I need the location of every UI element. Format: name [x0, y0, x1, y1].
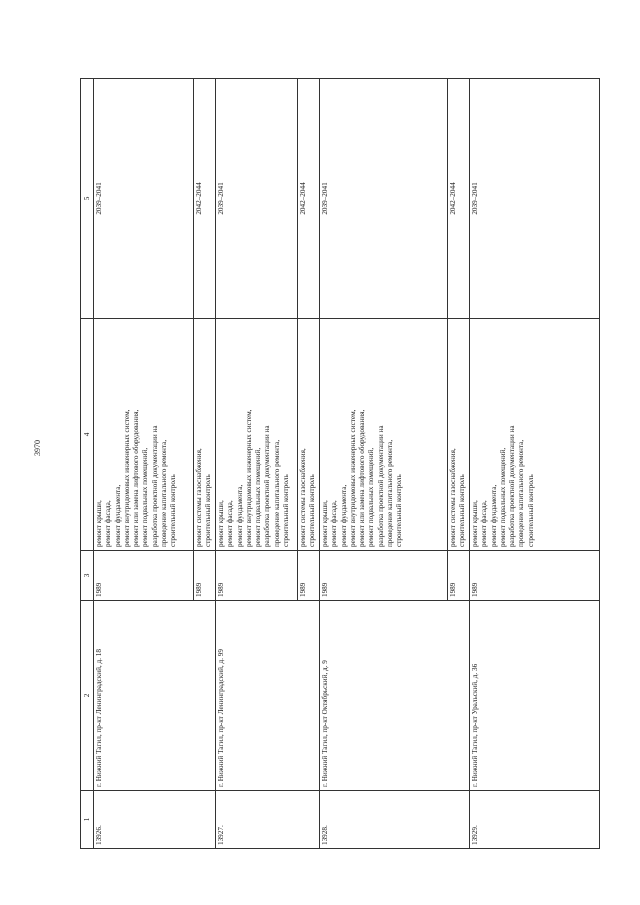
work-item: ремонт подвальных помещений,	[141, 447, 150, 547]
work-item: ремонт или замена лифтового оборудования,	[132, 409, 141, 547]
header-row	[81, 79, 94, 849]
work-item: ремонт фасада,	[104, 500, 113, 547]
work-item: ремонт фасада,	[480, 500, 489, 547]
work-item: проведение капитального ремонта,	[160, 439, 169, 547]
period-cell: 2039–2041	[216, 79, 298, 319]
work-item: строительный контроль	[395, 474, 404, 547]
work-item: строительный контроль	[308, 474, 317, 547]
work-item: ремонт подвальных помещений,	[367, 447, 376, 547]
work-item: разработка проектной документации на	[263, 425, 272, 547]
work-item: ремонт системы газоснабжения,	[299, 448, 307, 547]
header-cell: 1	[81, 791, 94, 849]
work-item: проведение капитального ремонта,	[272, 439, 281, 547]
works-cell	[194, 319, 216, 551]
work-item: ремонт фундамента,	[113, 484, 122, 547]
table-row	[320, 79, 448, 849]
row-number: 13926.	[94, 791, 216, 849]
period-cell: 2039–2041	[470, 79, 600, 319]
address-cell: г. Нижний Тагил, пр-кт Ленинградский, д. 18	[94, 601, 216, 791]
table-row	[216, 79, 298, 849]
page-number: 3970	[33, 440, 42, 456]
work-item: строительный контроль	[282, 474, 291, 547]
period-cell: 2039–2041	[94, 79, 194, 319]
row-number: 13927.	[216, 791, 320, 849]
works-cell	[448, 319, 470, 551]
work-item: ремонт крыши,	[95, 500, 103, 547]
work-item: ремонт фундамента,	[235, 484, 244, 547]
work-item: разработка проектной документации на	[508, 425, 517, 547]
work-item: разработка проектной документации на	[150, 425, 159, 547]
work-item: ремонт крыши,	[217, 500, 225, 547]
work-item: ремонт внутридомовых инженерных систем,	[122, 409, 131, 547]
work-item: ремонт крыши,	[321, 500, 329, 547]
row-number: 13929.	[470, 791, 600, 849]
work-item: ремонт системы газоснабжения,	[449, 448, 457, 547]
work-item: строительный контроль	[458, 474, 467, 547]
table-row	[94, 79, 194, 849]
table-row	[470, 79, 600, 849]
rotated-table-wrapper	[80, 79, 600, 849]
work-item: ремонт фундамента,	[339, 484, 348, 547]
work-item: строительный контроль	[526, 474, 535, 547]
work-item: строительный контроль	[169, 474, 178, 547]
header-cell: 2	[81, 601, 94, 791]
work-item: ремонт системы газоснабжения,	[195, 448, 203, 547]
row-number: 13928.	[320, 791, 470, 849]
year-cell: 1989	[298, 551, 320, 601]
header-cell: 5	[81, 79, 94, 319]
address-cell: г. Нижний Тагил, пр-кт Октябрьский, д. 9	[320, 601, 470, 791]
works-cell	[298, 319, 320, 551]
year-cell: 1989	[448, 551, 470, 601]
works-cell	[94, 319, 194, 551]
work-item: ремонт крыши,	[471, 500, 479, 547]
works-cell	[320, 319, 448, 551]
work-item: ремонт фасада,	[330, 500, 339, 547]
work-item: проведение капитального ремонта,	[386, 439, 395, 547]
work-item: разработка проектной документации на	[376, 425, 385, 547]
work-item: ремонт фасада,	[226, 500, 235, 547]
year-cell: 1989	[470, 551, 600, 601]
year-cell: 1989	[194, 551, 216, 601]
year-cell: 1989	[94, 551, 194, 601]
work-item: ремонт внутридомовых инженерных систем,	[348, 409, 357, 547]
period-cell: 2042–2044	[448, 79, 470, 319]
period-cell: 2039–2041	[320, 79, 448, 319]
work-item: проведение капитального ремонта,	[517, 439, 526, 547]
work-item: строительный контроль	[204, 474, 213, 547]
work-item: ремонт подвальных помещений,	[498, 447, 507, 547]
year-cell: 1989	[320, 551, 448, 601]
repair-schedule-table	[80, 78, 600, 849]
work-item: ремонт или замена лифтового оборудования,	[358, 409, 367, 547]
period-cell: 2042–2044	[194, 79, 216, 319]
work-item: ремонт фундамента,	[489, 484, 498, 547]
year-cell: 1989	[216, 551, 298, 601]
work-item: ремонт внутридомовых инженерных систем,	[244, 409, 253, 547]
period-cell: 2042–2044	[298, 79, 320, 319]
header-cell: 4	[81, 319, 94, 551]
header-cell: 3	[81, 551, 94, 601]
address-cell: г. Нижний Тагил, пр-кт Ленинградский, д. 99	[216, 601, 320, 791]
works-cell	[216, 319, 298, 551]
works-cell	[470, 319, 600, 551]
address-cell: г. Нижний Тагил, пр-кт Уральский, д. 36	[470, 601, 600, 791]
work-item: ремонт подвальных помещений,	[254, 447, 263, 547]
